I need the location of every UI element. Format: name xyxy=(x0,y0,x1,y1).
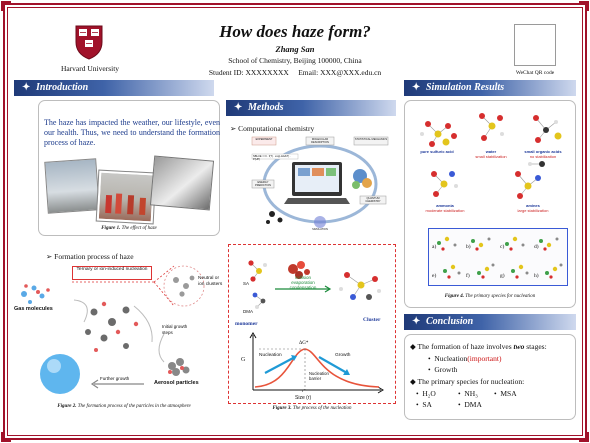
panel-label: a) xyxy=(432,244,437,250)
panel-label: b) xyxy=(466,244,471,250)
university-name: Harvard University xyxy=(60,64,120,73)
label-gas-molecules: Gas molecules xyxy=(14,306,53,312)
diamond-bullet-icon: ◆ xyxy=(410,342,416,351)
panel-label: f) xyxy=(466,273,470,279)
label-process: collision evaporation condensation xyxy=(289,275,317,291)
graph-rstar-label: r* xyxy=(302,388,306,393)
species-label: ammonia moderate stabilization xyxy=(425,203,465,213)
graph-peak-label: ΔG* xyxy=(299,341,309,346)
figure3-caption: Figure 3. The process of the nucleation xyxy=(272,406,352,411)
species-item: • DMA xyxy=(458,400,482,409)
panel-label: c) xyxy=(500,244,505,250)
cycle-label: EXPERIMENT xyxy=(255,138,273,141)
species-item: • H₂O xyxy=(416,389,436,398)
species-item: • SA xyxy=(416,400,432,409)
affiliation: School of Chemistry, Beijing 100000, China xyxy=(228,56,362,65)
panel-label: d) xyxy=(534,244,539,250)
frame-corner xyxy=(1,1,11,11)
section-title: Introduction xyxy=(36,82,89,93)
figure2-caption: Figure 2. The formation process of the particles in the atmosphere xyxy=(57,404,191,409)
plus-icon: ✦ xyxy=(412,82,421,93)
formation-diagram xyxy=(14,262,224,402)
figure4-caption: Figure 4. The primary species for nucleation xyxy=(444,294,536,299)
species-item: • NH₃ xyxy=(458,389,478,398)
haze-photo-mask xyxy=(150,155,214,210)
haze-photo-city xyxy=(44,158,100,214)
label-dma: DMA xyxy=(243,309,253,314)
panel-label: g) xyxy=(500,273,505,279)
plus-icon: ✦ xyxy=(234,102,243,113)
label-initial-growth: Initial growth steps xyxy=(162,324,188,335)
graph-barrier-label: Nucleation barrier xyxy=(309,371,329,381)
label-monomer: monomer xyxy=(235,321,258,327)
qr-code-box xyxy=(514,24,556,66)
methods-subheading: ➢ Computational chemistry xyxy=(230,124,315,133)
frame-corner xyxy=(579,1,589,11)
section-header-methods xyxy=(226,100,396,116)
nucleation-figure-box xyxy=(228,244,396,404)
section-title: Conclusion xyxy=(426,316,474,327)
diamond-bullet-icon: ◆ xyxy=(410,377,416,386)
section-title: Methods xyxy=(248,102,284,113)
species-label: small organic acids no stabilization xyxy=(524,149,562,159)
poster-title: How does haze form? xyxy=(219,22,371,41)
conclusion-stage-2: • Growth xyxy=(428,365,458,374)
graph-y-label: G xyxy=(241,357,246,363)
section-title: Simulation Results xyxy=(426,82,505,93)
graph-nucleation-label: Nucleation xyxy=(259,353,282,358)
panel-label: e) xyxy=(432,273,437,279)
species-label: pure sulfuric acid xyxy=(420,149,454,154)
frame-corner xyxy=(579,432,589,442)
figure1-caption: Figure 1. The effect of haze xyxy=(101,226,157,231)
molecule-cluster-figures xyxy=(410,104,570,224)
haze-photo-children xyxy=(97,171,156,224)
label-further-growth: Further growth xyxy=(100,376,130,381)
cycle-label: QUANTUM CHEMISTRY xyxy=(365,197,381,203)
graph-growth-label: Growth xyxy=(335,353,351,358)
species-label: water small stabilization xyxy=(475,149,507,159)
label-cluster: Cluster xyxy=(363,317,381,323)
label-ternary: Ternary or ion-induced nucleation xyxy=(72,266,152,280)
label-sa: SA xyxy=(243,281,250,286)
cycle-label: STATISTICAL MECHANICS xyxy=(354,138,388,141)
formation-subheading: ➢ Formation process of haze xyxy=(46,252,134,261)
conclusion-line-2: ◆ The primary species for nucleation: xyxy=(410,377,525,386)
section-header-conclusion xyxy=(404,314,576,330)
computational-chemistry-diagram xyxy=(250,134,390,234)
section-header-simulation xyxy=(404,80,576,96)
species-item: • MSA xyxy=(494,389,517,398)
section-header-introduction xyxy=(14,80,214,96)
conclusion-line-1: ◆ The formation of haze involves two stages: xyxy=(410,342,547,351)
cluster-structures-grid xyxy=(428,228,568,286)
frame-corner xyxy=(1,432,11,442)
cycle-label: ENERGY PREDICTION xyxy=(255,181,271,187)
graph-x-label: Size (r) xyxy=(295,395,312,401)
cycle-label: MOLECULAR DESCRIPTION xyxy=(311,138,329,144)
email[interactable]: Email: XXX@XXX.edu.cn xyxy=(298,68,382,77)
author-name: Zhang San xyxy=(275,44,315,54)
plus-icon: ✦ xyxy=(412,316,421,327)
equation: NBLUE = N · f(T) · exp(-ΔG/kT) · P(UP) xyxy=(253,154,291,161)
student-id: Student ID: XXXXXXXX xyxy=(208,68,289,77)
plus-icon: ✦ xyxy=(22,82,31,93)
label-aerosol-particles: Aerosol particles xyxy=(154,380,199,386)
conclusion-stage-1: • Nucleation(important) xyxy=(428,354,502,363)
introduction-text: The haze has impacted the weather, our lifestyle, even our health. Thus, we need to understand the formation process of haze. xyxy=(44,118,220,147)
panel-label: h) xyxy=(534,273,539,279)
label-neutral-clusters: Neutral or ion clusters xyxy=(198,276,223,287)
cycle-label: SIMULATION xyxy=(312,228,328,231)
species-label: amines large stabilization xyxy=(517,203,549,213)
qr-label: WeChat QR code xyxy=(515,70,555,76)
